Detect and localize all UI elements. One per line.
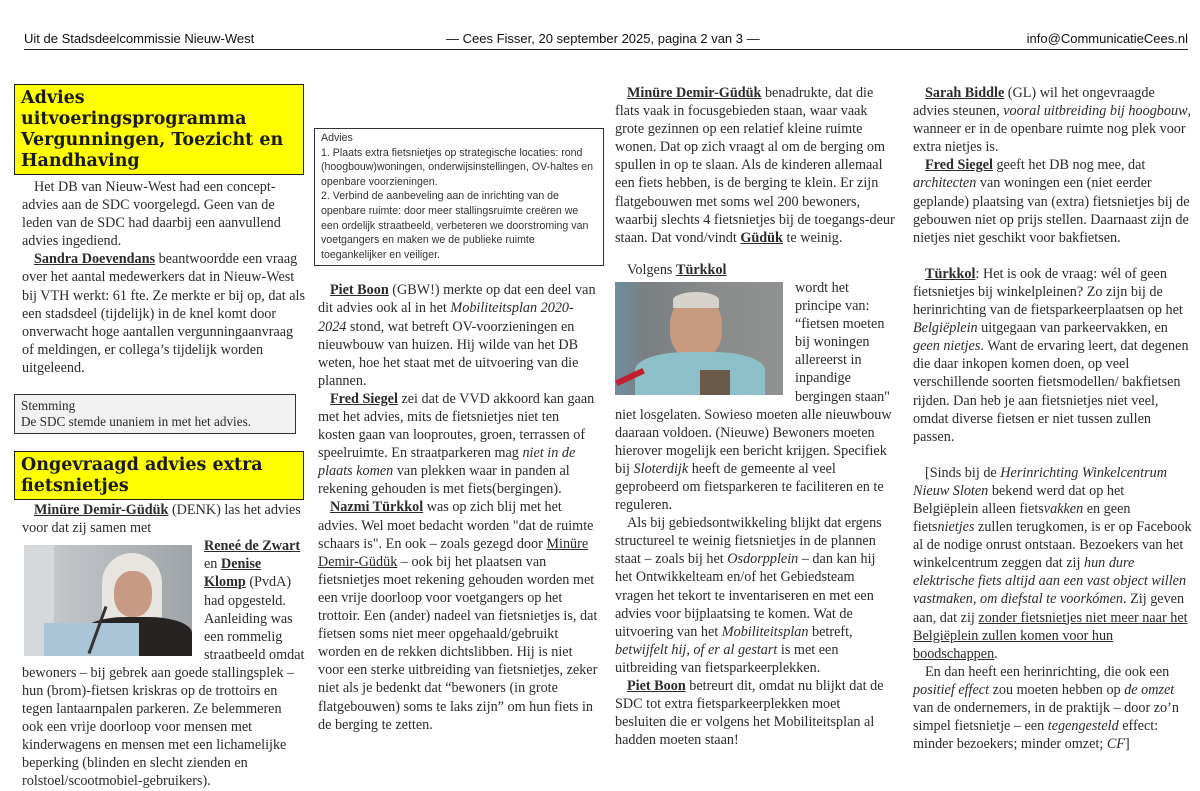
emphasis-text: architecten [913, 175, 977, 192]
paragraph-text: bekend werd dat op het Belgiëplein alleen fiets [913, 482, 1125, 517]
paragraph-text: En dan heeft een herinrichting, die ook een [925, 663, 1170, 680]
section-heading-vth: Advies uitvoeringsprogramma Vergunningen, Toezicht en Handhaving [14, 84, 304, 175]
column-2 [318, 66, 598, 734]
underlined-text: zonder fietsnietjes niet meer naar het Belgiëplein zullen komen voor hun boodschappen [913, 609, 1188, 662]
emphasis-mobiliteitsplan: Mobiliteitsplan [721, 623, 809, 640]
emphasis-text: hun dure elektrische fiets altijd aan een vast object willen vastmaken, om diefstal te voorkómen [913, 555, 1187, 608]
paragraph-siegel-2 [913, 156, 1193, 246]
paragraph-turkkol-2 [615, 261, 895, 279]
paragraph-text: van woningen een (niet eerder geplande) plaatsing van (extra) fietsnietjes bij de gebouwen niet op prijs stellen. Daarnaast zijn de nietjes niet geschikt voor bakfietsen. [913, 175, 1190, 246]
person-nazmi-turkkol: Nazmi Türkkol [330, 499, 424, 516]
paragraph-cf-note-2 [913, 663, 1193, 753]
paragraph-doevendans [22, 250, 306, 377]
person-reference: Minüre Demir-Güdük [318, 535, 589, 570]
emphasis-text: de omzet [1124, 681, 1175, 698]
paragraph-text: Volgens [627, 261, 677, 278]
paragraph-db-concept: Het DB van Nieuw-West had een concept-advies aan de SDC voorgelegd. Geen van de leden van de SDC had daarbij een aanvullend advies ingediend. [22, 179, 281, 250]
emphasis-text: vakken [1043, 500, 1084, 517]
header-publication: Uit de Stadsdeelcommissie Nieuw-West [24, 31, 255, 46]
photo-nazmi-turkkol [615, 282, 783, 395]
header-author-date-page: — Cees Fisser, 20 september 2025, pagina 2 van 3 — [446, 31, 760, 46]
paragraph-text: zullen terugkomen, is er op Facebook al de nodige onrust ontstaan. Bezoekers van het winkelcentrum zeggen dat zij [913, 519, 1192, 572]
person-denise-klomp: Denise Klomp [204, 556, 262, 591]
paragraph-text: betreurt dit, omdat nu blijkt dat de SDC tot extra fietsparkeerplekken moet besluiten die er volgens het Mobiliteitsplan al hadden moeten staan! [615, 678, 884, 749]
paragraph-demir-2 [615, 84, 895, 247]
emphasis-text: geen nietjes [913, 338, 981, 355]
emphasis-text: niet in de plaats komen [318, 445, 576, 480]
vote-text: De SDC stemde unaniem in met het advies. [21, 414, 252, 430]
advice-label: Advies [321, 132, 353, 144]
person-sandra-doevendans: Sandra Doevendans [34, 251, 156, 268]
person-turkkol: Türkkol [676, 261, 727, 278]
paragraph-text: benadrukte, dat die flats vaak in focusgebieden staan, waar vaak grote gezinnen op een relatief kleine ruimte wonen. Dat op zich vraagt al om de berging om spullen in op te slaan. Als de kinderen allemaal een fiets hebben, is de berging te klein. Er zijn flatgebouwen met soms wel 200 bewoners, waarbij slechts 4 fietsnietjes bij de toegangs-deur staan. Dat vond/vindt [615, 85, 895, 246]
paragraph-text: is met een uitbreiding van fietsparkeerplekken. [615, 641, 839, 676]
column-2-spillover [318, 66, 598, 120]
emphasis-text: positief effect [913, 681, 990, 698]
paragraph-text: zei dat de VVD akkoord kan gaan met het advies, mits de fietsnietjes niet ten kosten gaan van looproutes, groen, terrassen of speelruimte. En straatparkeren mag [318, 390, 595, 462]
photo-minure-demir-guduk [24, 545, 192, 656]
paragraph-text: zou moeten hebben op [989, 681, 1125, 698]
paragraph-cf-note-1 [913, 464, 1193, 663]
header-email[interactable]: info@CommunicatieCees.nl [1026, 31, 1188, 46]
vote-box [14, 394, 296, 434]
person-reference: Güdük [740, 229, 783, 246]
column-4 [913, 84, 1193, 753]
page-header [24, 31, 1188, 50]
paragraph-siegel-1 [318, 390, 598, 499]
paragraph-text: effect: minder bezoekers; minder omzet; [913, 718, 1159, 753]
paragraph-text: betreft, [808, 623, 853, 640]
person-piet-boon: Piet Boon [330, 282, 389, 299]
person-fred-siegel: Fred Siegel [330, 390, 398, 407]
emphasis-belgieplein: Belgiëplein [913, 320, 978, 337]
person-piet-boon: Piet Boon [627, 678, 686, 694]
vote-label: Stemming [21, 398, 76, 414]
emphasis-osdorpplein: Osdorpplein [727, 551, 799, 568]
paragraph-text: geeft het DB nog mee, dat [992, 157, 1146, 174]
column-3-spillover [615, 66, 895, 84]
paragraph-text: , wanneer er in de openbare ruimte nog plek voor extra nietjes is. [913, 103, 1192, 156]
paragraph-text: Als bij gebiedsontwikkeling blijkt dat ergens structureel te weinig fietsnietjes in de plannen staat – zoals bij het [615, 515, 882, 568]
paragraph-text: (DENK) las het advies voor dat zij samen met [22, 502, 301, 537]
section-heading-fietsnietjes: Ongevraagd advies extra fietsnietjes [14, 451, 304, 500]
paragraph-biddle [913, 84, 1193, 156]
paragraph-text: te weinig. [782, 229, 843, 246]
column-1 [22, 84, 306, 791]
paragraph-text: (GL) wil het ongevraagde advies steunen, [913, 85, 1155, 120]
advice-item-2: 2. Verbind de aanbeveling aan de inrichting van de openbare ruimte: door meer stallingsruimte creëren we een ordelijk straatbeeld, verbeteren we doorstroming van voetgangers en maken we de publieke ruimte toegankelijker en veiliger. [321, 190, 589, 261]
paragraph-text: beantwoordde een vraag over het aantal medewerkers dat in Nieuw-West bij VTH werkt: 61 fte. Ze merkte er bij op, dat als een stadsdeel (tijdelijk) in de knel komt door onverwacht hoge aantallen vergunningaanvraag of meldingen, er collega’s tijdelijk worden uitgeleend. [22, 251, 306, 376]
paragraph-text: uitgegaan van parkeervakken, en [977, 320, 1168, 337]
paragraph-text: (PvdA) had opgesteld. Aanleiding was een rommelig straatbeeld omdat bewoners – bij gebrek aan goede stallingsplek – hun (brom)-fietsen kriskras op de trottoirs en tegen lantaarnpalen parkeren. Ze belemmeren ook een vrije doorloop voor mensen met kinderwagens en mensen met een lichamelijke beperking (blinden en slecht zienden en rolstoel/scootmobiel-gebruikers). [22, 574, 305, 790]
paragraph-text: [Sinds bij de [925, 464, 1001, 481]
paragraph-text: . [994, 645, 998, 662]
advice-box [314, 128, 604, 266]
emphasis-mobiliteitsplan: Mobiliteitsplan 2020-2024 [318, 300, 574, 335]
emphasis-text: betwijfelt hij, of er al gestart [615, 641, 778, 658]
person-turkkol: Türkkol [925, 265, 976, 282]
paragraph-text: ] [1124, 736, 1130, 753]
paragraph-text: van de ondernemers, in de praktijk – door zo’n simpel fietsnietje – een [913, 700, 1179, 735]
paragraph-turkkol-3 [615, 514, 895, 677]
paragraph-text: . Want de ervaring leert, dat degenen die daar inkopen komen doen, op veel verschillende soorten fietsmodellen/ bakfietsen rijden. Dan heb je aan fietsnietjes niet veel, omdat diverse fietsen er niet tussen zullen passen. [913, 338, 1189, 445]
paragraph-text: (GBW!) merkte op dat een deel van dit advies ook al in het [318, 282, 596, 317]
advice-item-1: 1. Plaats extra fietsnietjes op strategische locaties: rond (hoogbouw)woningen, onderwijsinstellingen, OV-haltes en openbare voorzieningen. [321, 146, 594, 188]
paragraph-boon-2 [615, 677, 895, 749]
emphasis-text: nietjes [937, 519, 975, 536]
paragraph-text: : Het is ook de vraag: wél of geen fietsnietjes bij winkelpleinen? Zo zijn bij de herinrichting van de fietsparkeerplaatsen op het [913, 265, 1183, 319]
paragraph-text: was op zich blij met het advies. Wel moet bedacht worden "dat de ruimte schaars is". En ook – zoals gezegd door [318, 499, 594, 552]
paragraph-text: . Zij geven aan, dat zij [913, 591, 1185, 626]
paragraph-text: stond, wat betreft OV-voorzieningen en nieuwbouw van huizen. Hij wilde van het DB weten, hoe het staat met de uitvoering van die plannen. [318, 318, 579, 389]
emphasis-text: Herinrichting Winkelcentrum Nieuw Sloten [913, 464, 1167, 499]
paragraph-demir-intro [22, 501, 306, 537]
paragraph-text: en [204, 556, 221, 573]
paragraph-text: en geen fiets [913, 500, 1131, 536]
emphasis-text: tegengesteld [1047, 718, 1119, 735]
paragraph-text: van plekken waar in panden al rekening gehouden is met fiets(bergingen). [318, 463, 570, 498]
paragraph-text: heeft de gemeente al veel geprobeerd om fietsparkeren te faciliteren en te reguleren. [615, 460, 884, 514]
emphasis-sloterdijk: Sloterdijk [633, 460, 689, 477]
emphasis-text: CF [1106, 736, 1125, 753]
column-3 [615, 66, 895, 749]
person-renee-de-zwart: Reneé de Zwart [204, 538, 301, 555]
paragraph-turkkol-1 [318, 498, 598, 733]
person-minure-demir-guduk: Minüre Demir-Güdük [34, 502, 169, 519]
person-fred-siegel: Fred Siegel [925, 157, 993, 174]
paragraph-boon-1 [318, 281, 598, 390]
paragraph-text: wordt het principe van: “fietsen moeten bij woningen allereerst in inpandige bergingen staan" niet losgelaten. Sowieso moeten alle nieuwbouw daaraan voldoen. (Nieuwe) Bewoners moeten hierover mogelijk een bericht krijgen. Specifiek bij [615, 279, 892, 477]
person-sarah-biddle: Sarah Biddle [925, 85, 1005, 101]
paragraph-text: – ook bij het plaatsen van fietsnietjes moet rekening gehouden worden met een vrije doorloop voor voetgangers op het trottoir. Een (ander) nadeel van fietsnietjes is, dat fietsen soms niet meer opgehaald/gebruikt worden en de rekken dichtslibben. Hij is niet voor een sterke uitbreiding van fietsnietjes, zeker niet als je bedenkt dat “bewoners (in grote flatgebouwen) soms te laks zijn” om hun fiets in de berging te zetten. [318, 553, 598, 733]
emphasis-text: vooral uitbreiding bij hoogbouw [1003, 103, 1188, 120]
paragraph-text: – dan kan hij het Ontwikkelteam en/of het Gebiedsteam vragen het tekort te inventariseren en met een advies voor bijplaatsing te komen. Wat de uitvoering van het [615, 551, 876, 640]
person-minure-demir-guduk: Minüre Demir-Güdük [627, 85, 762, 101]
paragraph-turkkol-4 [913, 265, 1193, 446]
